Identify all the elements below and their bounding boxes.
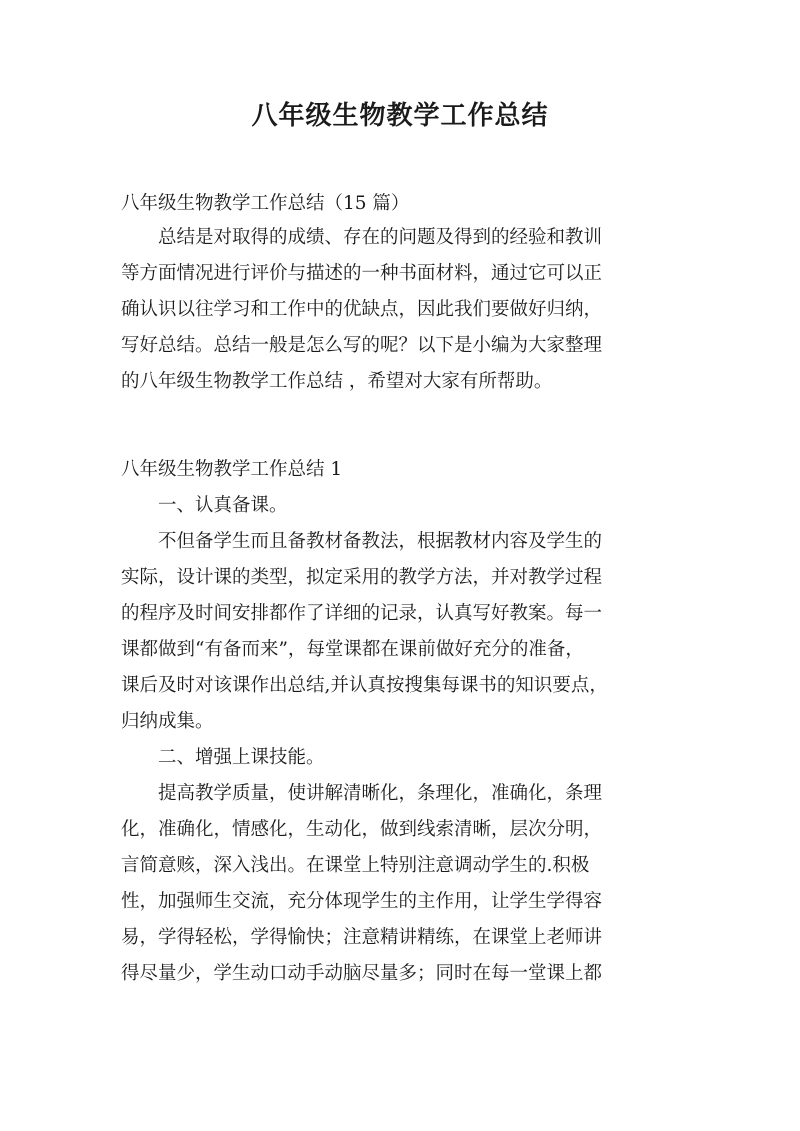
paragraph-line: 得尽量少，学生动口动手动脑尽量多；同时在每一堂课上都 <box>121 963 603 984</box>
section-heading: 二、增强上课技能。 <box>158 747 325 768</box>
intro-line: 等方面情况进行评价与描述的一种书面材料，通过它可以正 <box>121 263 603 284</box>
section-1 <box>121 452 683 992</box>
intro-line: 总结是对取得的成绩、存在的问题及得到的经验和教训 <box>158 227 603 248</box>
paragraph-line: 课都做到“有备而来”，每堂课都在课前做好充分的准备， <box>121 639 584 660</box>
intro-line: 的八年级生物教学工作总结 ，希望对大家有所帮助。 <box>121 371 553 392</box>
intro-line: 写好总结。总结一般是怎么写的呢？以下是小编为大家整理 <box>121 335 603 356</box>
paragraph-line: 不但备学生而且备教材备教法，根据教材内容及学生的 <box>158 531 603 552</box>
paragraph-line: 提高教学质量，使讲解清晰化，条理化，准确化，条理 <box>158 783 603 804</box>
intro-line: 确认识以往学习和工作中的优缺点，因此我们要做好归纳， <box>121 299 603 320</box>
document-title: 八年级生物教学工作总结 <box>251 101 549 131</box>
paragraph-line: 易，学得轻松，学得愉快；注意精讲精练，在课堂上老师讲 <box>121 927 603 948</box>
section-heading: 一、认真备课。 <box>158 495 288 516</box>
paragraph-line: 性，加强师生交流，充分体现学生的主作用，让学生学得容 <box>121 891 603 912</box>
paragraph-line: 归纳成集。 <box>121 711 214 732</box>
intro-paragraph <box>121 220 683 400</box>
paragraph-line: 化，准确化，情感化，生动化，做到线索清晰，层次分明， <box>121 819 603 840</box>
paragraph-line: 言简意赅，深入浅出。在课堂上特别注意调动学生的.积极 <box>121 855 590 876</box>
paragraph-line: 实际，设计课的类型，拟定采用的教学方法，并对教学过程 <box>121 567 603 588</box>
section-title: 八年级生物教学工作总结 1 <box>121 459 343 480</box>
document-subtitle: 八年级生物教学工作总结（15 篇） <box>121 193 410 214</box>
paragraph-line: 课后及时对该课作出总结,并认真按搜集每课书的知识要点， <box>121 675 608 696</box>
paragraph-line: 的程序及时间安排都作了详细的记录，认真写好教案。每一 <box>121 603 603 624</box>
